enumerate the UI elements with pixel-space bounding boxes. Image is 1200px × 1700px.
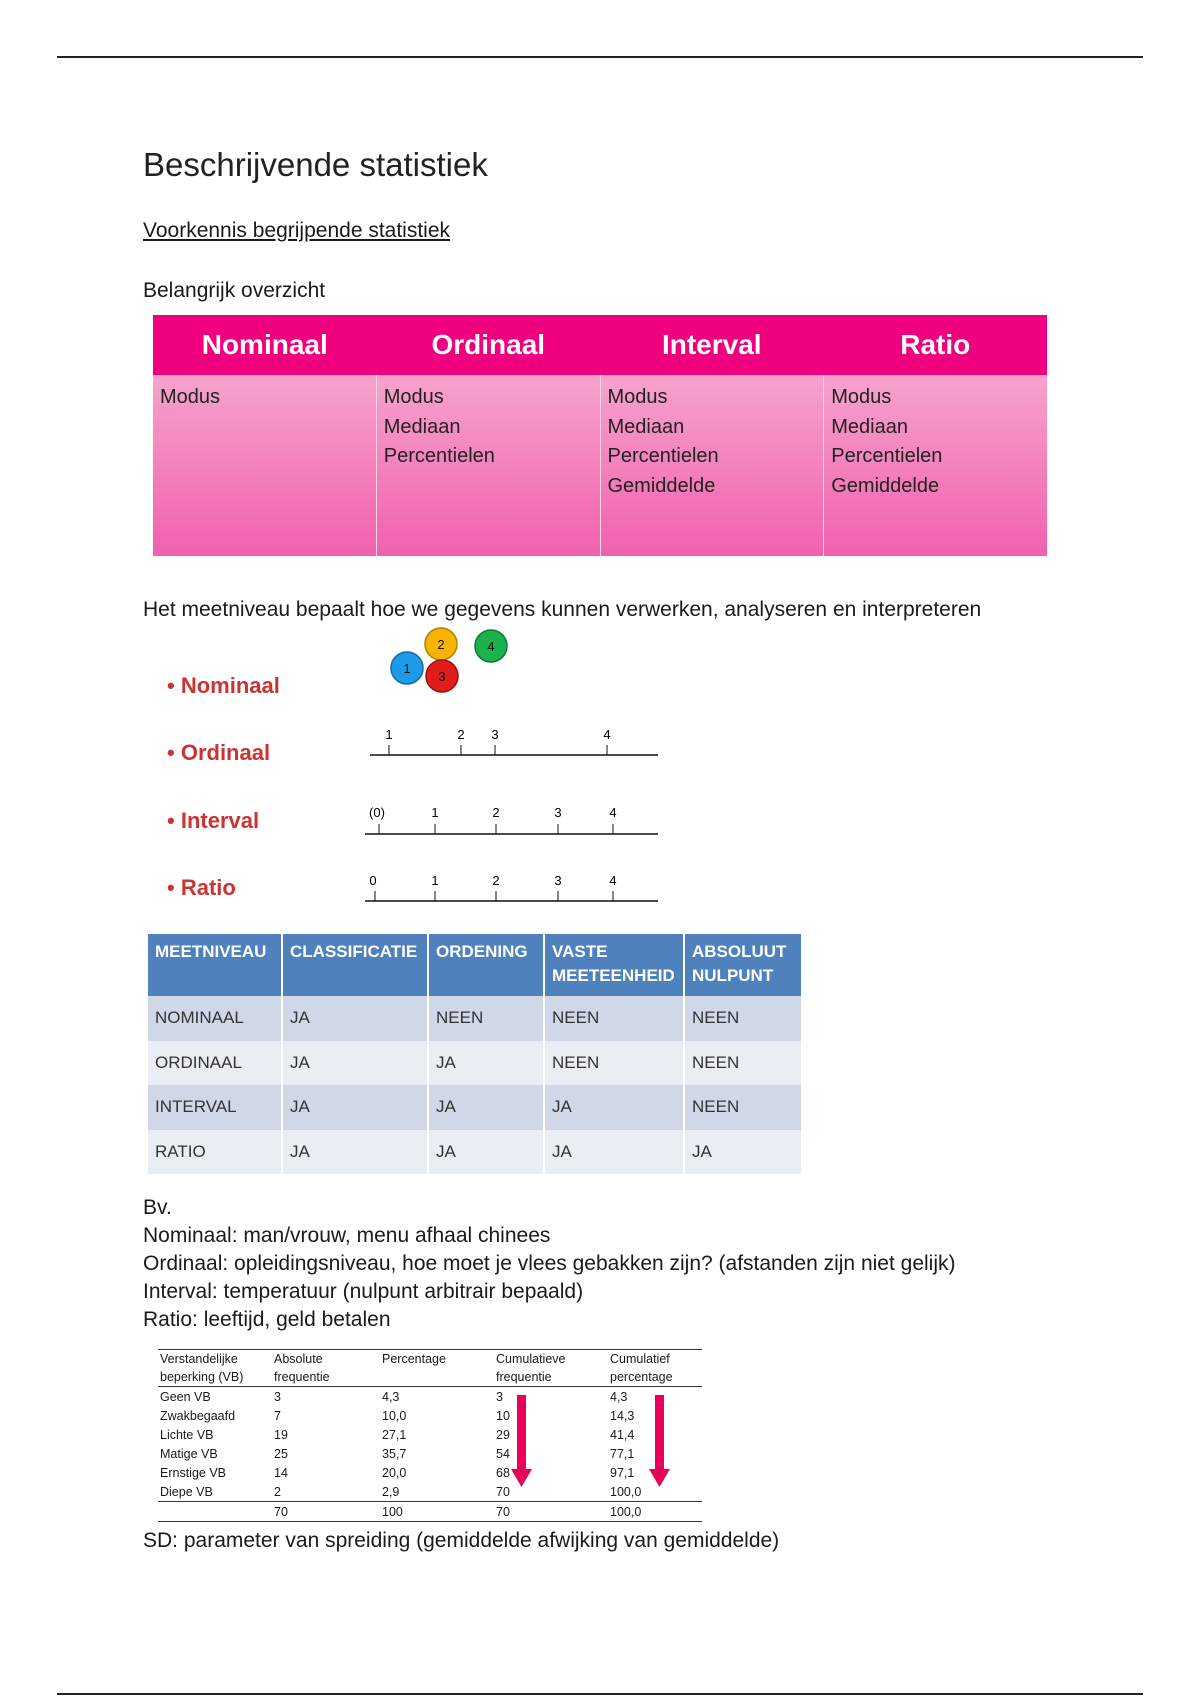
table-cell: Zwakbegaafd (160, 1408, 236, 1423)
overview-body (153, 375, 1047, 556)
table-cell: Geen VB (160, 1389, 211, 1404)
table-header-row (148, 934, 802, 996)
table-cell: 4,3 (382, 1389, 400, 1404)
table-cell: 4,3 (610, 1389, 628, 1404)
examples-block (143, 1194, 956, 1334)
table-header (282, 934, 428, 996)
level-label-text: Ratio (180, 875, 236, 900)
tick-label: 2 (492, 805, 500, 820)
tick-label: 3 (491, 727, 499, 742)
overview-cell: Percentielen (607, 445, 719, 467)
overview-cell: Gemiddelde (607, 474, 716, 497)
overview-cell: Modus (831, 386, 892, 408)
table-cell: JA (282, 1130, 428, 1175)
overview-table (153, 315, 1047, 556)
table-cell: 14 (274, 1465, 288, 1480)
table-cell: 7 (274, 1408, 281, 1423)
overview-cell: Modus (607, 386, 668, 408)
example-line: Ordinaal: opleidingsniveau, hoe moet je vlees gebakken zijn? (afstanden zijn niet gelijk) (143, 1252, 956, 1275)
table-cell: NEEN (544, 996, 684, 1041)
table-cell: 20,0 (382, 1465, 407, 1480)
tick-label: 4 (609, 805, 617, 820)
table-header (494, 1350, 608, 1387)
table-cell: Diepe VB (160, 1484, 213, 1499)
overview-col-ordinaal (376, 375, 600, 556)
table-cell: 2,9 (382, 1484, 400, 1499)
header-text: CLASSIFICATIE (290, 942, 418, 961)
table-cell: 14,3 (610, 1408, 635, 1423)
overview-header: Nominaal (201, 329, 328, 360)
header-text: Verstandelijke (160, 1352, 238, 1366)
overview-cell: Mediaan (607, 415, 685, 438)
table-cell: 10 (496, 1408, 510, 1423)
page-title: Beschrijvende statistiek (143, 146, 488, 183)
header-text: MEETEENHEID (552, 966, 675, 985)
table-header (428, 934, 544, 996)
table-cell: JA (544, 1130, 684, 1175)
table-header (148, 934, 282, 996)
level-label-text: Ordinaal (180, 740, 271, 765)
tick-label: 0 (369, 873, 377, 888)
header-text: Cumulatief (610, 1352, 670, 1366)
level-label-ordinaal: • Ordinaal (167, 740, 271, 765)
overview-header: Interval (661, 329, 762, 360)
tick-label: (0) (369, 805, 385, 820)
level-label-ratio: • Ratio (167, 875, 236, 900)
table-cell: NEEN (684, 996, 802, 1041)
table-header (158, 1350, 272, 1387)
top-rule (57, 56, 1143, 58)
ordinal-axis (370, 727, 658, 755)
table-cell: Matige VB (160, 1446, 218, 1461)
table-cell: NOMINAAL (148, 996, 282, 1041)
header-text: Absolute (274, 1352, 323, 1366)
overview-cell: Mediaan (383, 415, 461, 438)
overview-header: Ordinaal (431, 329, 546, 360)
table-cell: 68 (496, 1465, 510, 1480)
overview-col-interval (600, 375, 824, 556)
table-row (148, 1041, 802, 1086)
tick-label: 4 (603, 727, 611, 742)
table-row (148, 1130, 802, 1175)
table-cell: 100 (380, 1502, 494, 1522)
table-cell: NEEN (684, 1041, 802, 1086)
tick-label: 2 (492, 873, 500, 888)
header-text: frequentie (496, 1370, 552, 1384)
tick-label: 1 (431, 873, 439, 888)
overview-cell: Percentielen (383, 445, 495, 467)
table-cell: JA (282, 996, 428, 1041)
ratio-axis (365, 873, 658, 901)
table-cell: 35,7 (382, 1446, 407, 1461)
header-text: Percentage (382, 1352, 446, 1366)
tick-label: 2 (457, 727, 465, 742)
header-text: VASTE (552, 942, 608, 961)
table-cell: 3 (274, 1389, 281, 1404)
header-text: percentage (610, 1370, 673, 1384)
tick-label: 1 (385, 727, 393, 742)
nominal-balls (391, 628, 507, 692)
section-subtitle: Voorkennis begrijpende statistiek (143, 219, 451, 242)
table-header-row (158, 1350, 702, 1387)
table-cell: 70 (496, 1484, 510, 1499)
level-label-interval: • Interval (167, 808, 260, 833)
overview-cell: Modus (160, 386, 221, 408)
example-line: Ratio: leeftijd, geld betalen (143, 1308, 391, 1331)
table-cell: ORDINAAL (148, 1041, 282, 1086)
table-cell: NEEN (428, 996, 544, 1041)
interval-axis (365, 805, 658, 834)
table-cell: Ernstige VB (160, 1465, 227, 1480)
table-cell: JA (282, 1085, 428, 1130)
table-cell: 19 (274, 1427, 288, 1442)
level-label-nominaal: • Nominaal (167, 673, 280, 698)
overview-cell: Gemiddelde (831, 474, 940, 497)
table-cell: 100,0 (610, 1484, 642, 1499)
arrow-down-icon (511, 1395, 532, 1487)
overview-cell: Percentielen (831, 445, 943, 467)
table-cell: 41,4 (610, 1427, 635, 1442)
table-cell: NEEN (684, 1085, 802, 1130)
overview-cell: Modus (383, 386, 444, 408)
header-text: beperking (VB) (160, 1370, 244, 1384)
table-cell: 77,1 (610, 1446, 635, 1461)
table-cell: JA (428, 1085, 544, 1130)
table-total-row (158, 1502, 702, 1522)
tick-label: 1 (431, 805, 439, 820)
table-cell: Lichte VB (160, 1427, 214, 1442)
header-text: NULPUNT (692, 966, 774, 985)
header-text: ORDENING (436, 942, 528, 961)
arrow-down-icon (649, 1395, 670, 1487)
table-cell: 27,1 (382, 1427, 407, 1442)
table-header (272, 1350, 380, 1387)
table-cell: 97,1 (610, 1465, 635, 1480)
overview-col-nominaal (153, 375, 376, 556)
tick-label: 3 (554, 805, 562, 820)
example-line: Nominaal: man/vrouw, menu afhaal chinees (143, 1224, 551, 1247)
table-cell: 70 (272, 1502, 380, 1522)
table-cell (158, 1502, 272, 1522)
header-text: Cumulatieve (496, 1352, 566, 1366)
ball-label: 1 (403, 661, 411, 676)
table-row (148, 1085, 802, 1130)
sd-sentence: SD: parameter van spreiding (gemiddelde afwijking van gemiddelde) (143, 1529, 780, 1552)
level-label-text: Nominaal (180, 673, 280, 698)
header-text: MEETNIVEAU (155, 942, 267, 961)
table-header (684, 934, 802, 996)
header-text: ABSOLUUT (692, 942, 787, 961)
ball-label: 2 (437, 637, 445, 652)
meetniveau-table (148, 934, 803, 1174)
table-cell: 70 (494, 1502, 608, 1522)
overview-col-ratio (823, 375, 1047, 556)
meetniveau-sentence: Het meetniveau bepaalt hoe we gegevens kunnen verwerken, analyseren en interpreteren (143, 598, 982, 621)
overview-header-row (153, 315, 1047, 375)
table-cell: JA (684, 1130, 802, 1175)
level-label-text: Interval (180, 808, 260, 833)
example-line: Interval: temperatuur (nulpunt arbitrair bepaald) (143, 1280, 584, 1303)
table-cell: 29 (496, 1427, 510, 1442)
header-text: frequentie (274, 1370, 330, 1384)
ball-label: 3 (438, 669, 446, 684)
table-cell: JA (428, 1130, 544, 1175)
intro-text: Belangrijk overzicht (143, 279, 326, 302)
tick-label: 4 (609, 873, 617, 888)
levels-diagram (355, 620, 675, 910)
overview-cell: Mediaan (831, 415, 908, 438)
cumulative-arrows (500, 1393, 680, 1493)
table-cell: 54 (496, 1446, 510, 1461)
table-cell: 100,0 (608, 1502, 702, 1522)
table-cell: JA (282, 1041, 428, 1086)
bottom-rule (57, 1693, 1143, 1695)
table-header (380, 1350, 494, 1387)
tick-label: 3 (554, 873, 562, 888)
table-cell: JA (428, 1041, 544, 1086)
table-row (148, 996, 802, 1041)
table-cell: 25 (274, 1446, 288, 1461)
table-cell: NEEN (544, 1041, 684, 1086)
ball-label: 4 (487, 639, 495, 654)
table-header (544, 934, 684, 996)
table-cell: 3 (496, 1389, 503, 1404)
example-line: Bv. (143, 1196, 172, 1219)
table-header (608, 1350, 702, 1387)
table-cell: INTERVAL (148, 1085, 282, 1130)
table-cell: 10,0 (382, 1408, 407, 1423)
table-cell: JA (544, 1085, 684, 1130)
table-cell: RATIO (148, 1130, 282, 1175)
overview-header: Ratio (900, 329, 971, 360)
table-cell: 2 (274, 1484, 281, 1499)
